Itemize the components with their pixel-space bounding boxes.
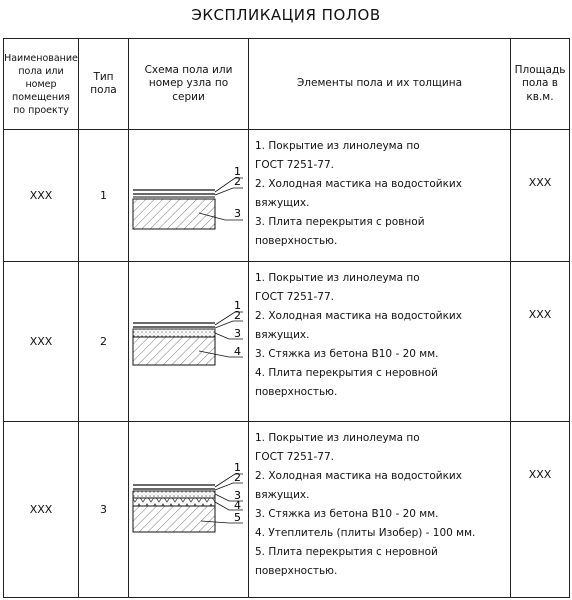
element-line: поверхностью. — [255, 386, 338, 398]
header-area-line: кв.м. — [526, 90, 554, 103]
header-room-line: номер — [25, 78, 57, 90]
page-title: ЭКСПЛИКАЦИЯ ПОЛОВ — [191, 6, 381, 24]
element-line: ГОСТ 7251-77. — [255, 159, 334, 171]
floor-scheme-cell — [129, 130, 249, 262]
area-cell: XXX — [511, 262, 570, 422]
element-line: ГОСТ 7251-77. — [255, 291, 334, 303]
header-type — [79, 39, 129, 130]
callout-label: 2 — [234, 174, 241, 188]
callout-label: 5 — [234, 510, 241, 524]
floor-section-drawing — [129, 131, 249, 261]
header-room-line: пола или — [18, 65, 64, 77]
callout-label: 1 — [234, 460, 241, 474]
element-line: 2. Холодная мастика на водостойких — [255, 310, 462, 322]
elements-cell — [249, 262, 511, 422]
elements-cell — [249, 130, 511, 262]
callout-label: 1 — [234, 164, 241, 178]
header-scheme — [129, 39, 249, 130]
floor-section-drawing — [129, 423, 249, 597]
header-room-line: помещения — [12, 91, 70, 103]
header-room-line: по проекту — [13, 104, 69, 116]
header-area-line: пола в — [522, 77, 558, 90]
callout-label: 3 — [234, 488, 241, 502]
element-line: 5. Плита перекрытия с неровной — [255, 546, 438, 558]
callout-label: 3 — [234, 326, 241, 340]
callout-label: 1 — [234, 298, 241, 312]
callout-label: 4 — [234, 498, 241, 512]
room-cell: XXX — [4, 262, 79, 422]
element-line: 2. Холодная мастика на водостойких — [255, 470, 462, 482]
area-cell: XXX — [511, 422, 570, 598]
header-type-line: пола — [90, 84, 117, 96]
element-line: поверхностью. — [255, 235, 338, 247]
element-line: вяжущих. — [255, 489, 310, 501]
element-line: 1. Покрытие из линолеума по — [255, 140, 420, 152]
element-line: 4. Утеплитель (плиты Изобер) - 100 мм. — [255, 527, 476, 539]
floor-section-drawing — [129, 263, 249, 421]
callout-label: 4 — [234, 344, 241, 358]
header-elements: Элементы пола и их толщина — [249, 39, 511, 130]
header-area-line: Площадь — [514, 63, 566, 76]
header-scheme-line: номер узла по — [148, 77, 229, 90]
floor-explication-table — [3, 38, 570, 598]
type-cell: 3 — [79, 422, 129, 598]
element-line: 3. Плита перекрытия с ровной — [255, 216, 425, 228]
element-line: поверхностью. — [255, 565, 338, 577]
floor-scheme-cell — [129, 262, 249, 422]
element-line: 1. Покрытие из линолеума по — [255, 432, 420, 444]
table-row — [4, 422, 570, 598]
floor-scheme-cell — [129, 422, 249, 598]
callout-label: 3 — [234, 206, 241, 220]
header-type-line: Тип — [93, 70, 114, 83]
header-area — [511, 39, 570, 130]
header-room — [4, 39, 79, 130]
type-cell: 1 — [79, 130, 129, 262]
header-row — [4, 39, 570, 130]
room-cell: XXX — [4, 130, 79, 262]
header-scheme-line: Схема пола или — [144, 63, 233, 76]
table-row — [4, 130, 570, 262]
element-line: 4. Плита перекрытия с неровной — [255, 367, 438, 379]
element-line: 3. Стяжка из бетона В10 - 20 мм. — [255, 348, 439, 360]
header-scheme-line: серии — [172, 90, 205, 103]
room-cell: XXX — [4, 422, 79, 598]
element-line: вяжущих. — [255, 197, 310, 209]
element-line: 2. Холодная мастика на водостойких — [255, 178, 462, 190]
element-line: ГОСТ 7251-77. — [255, 451, 334, 463]
header-room-line: Наименование — [4, 52, 78, 64]
callout-label: 2 — [234, 470, 241, 484]
element-line: вяжущих. — [255, 329, 310, 341]
element-line: 3. Стяжка из бетона В10 - 20 мм. — [255, 508, 439, 520]
area-cell: XXX — [511, 130, 570, 262]
table-row — [4, 262, 570, 422]
element-line: 1. Покрытие из линолеума по — [255, 272, 420, 284]
elements-cell — [249, 422, 511, 598]
type-cell: 2 — [79, 262, 129, 422]
callout-label: 2 — [234, 308, 241, 322]
